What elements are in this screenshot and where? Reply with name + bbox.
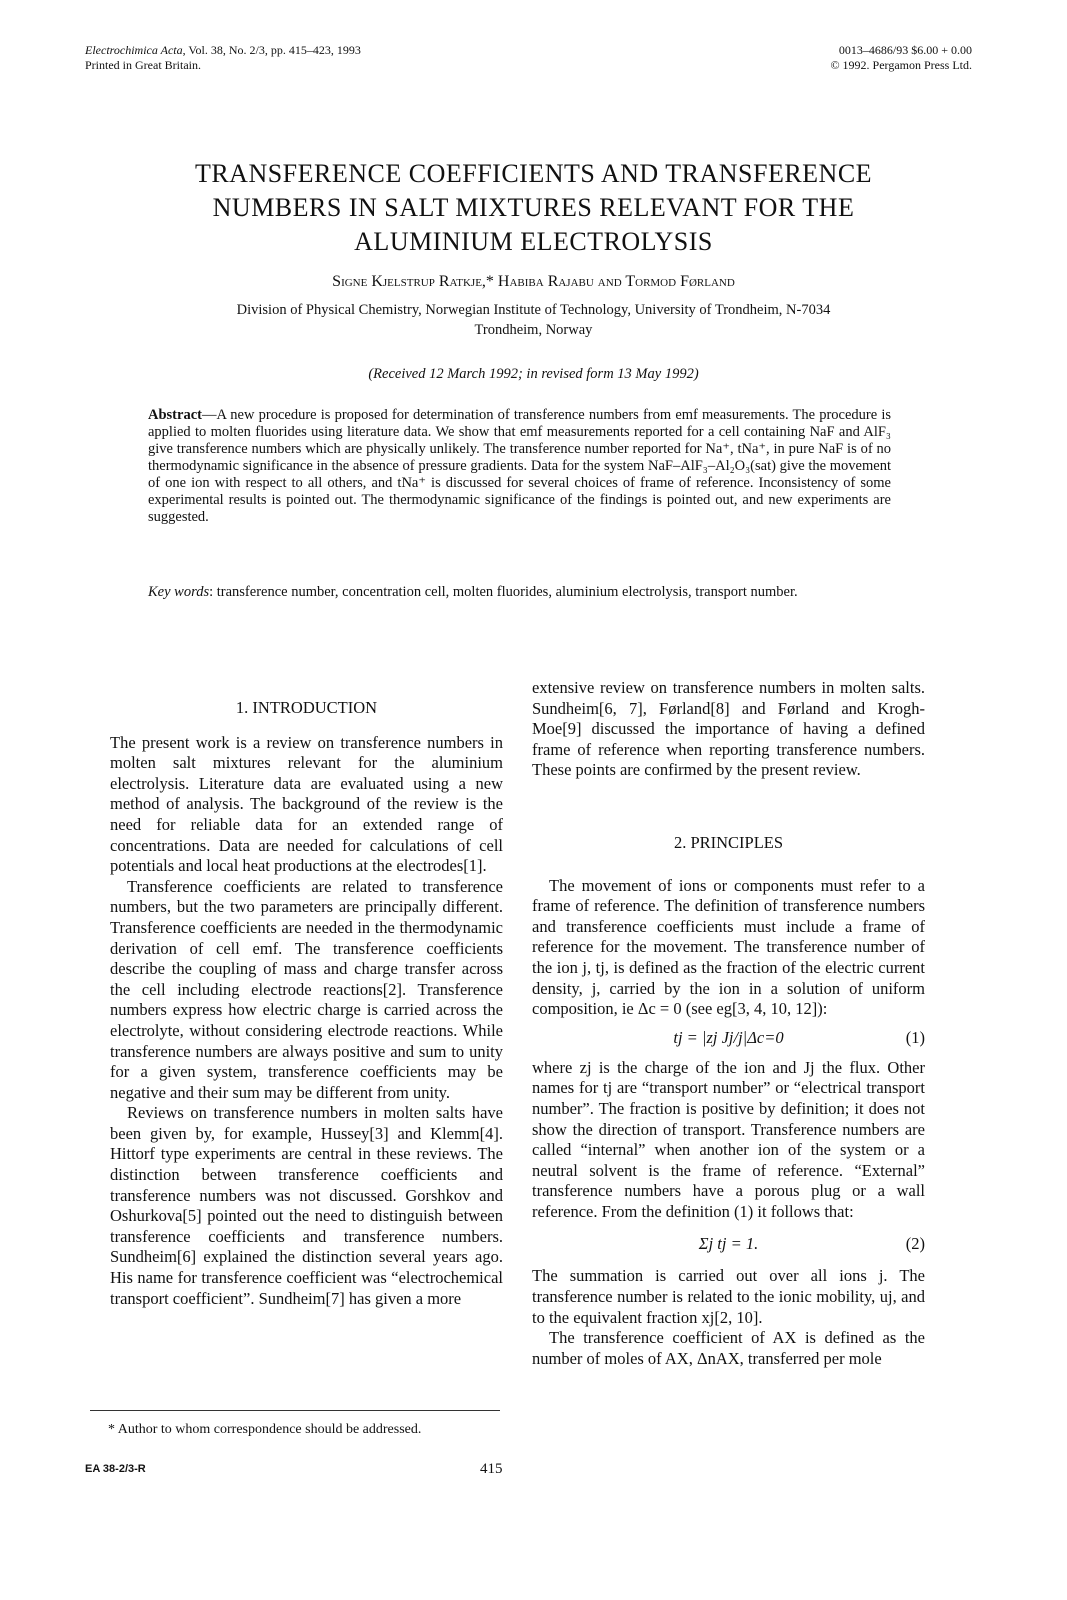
keywords-text: : transference number, concentration cell, molten fluorides, aluminium electrolysis, transport number. xyxy=(209,584,798,600)
title-line-1: TRANSFERENCE COEFFICIENTS AND TRANSFERENCE xyxy=(194,159,873,188)
right-column xyxy=(532,678,925,1369)
section-heading-introduction: 1. INTRODUCTION xyxy=(235,698,378,717)
keywords-label: Key words xyxy=(148,584,210,600)
title-line-3: ALUMINIUM ELECTROLYSIS xyxy=(354,227,713,256)
abstract xyxy=(148,407,891,526)
title-line-2: NUMBERS IN SALT MIXTURES RELEVANT FOR THE xyxy=(212,193,855,222)
equation-1 xyxy=(532,1020,925,1058)
principles-paragraph-1: The movement of ions or components must refer to a frame of reference. The definition of transference numbers and transference coefficients must include a frame of reference for the movement. The transference number of the ion j, tj, is defined as the fraction of the electric current density, j, carried by the ion in a solution of uniform composition, ie Δc = 0 (see eg[3, 4, 10, 12]): xyxy=(532,875,925,1019)
footnote: * Author to whom correspondence should be addressed. xyxy=(108,1422,422,1437)
paper-title xyxy=(110,157,957,259)
journal-header xyxy=(85,43,361,73)
journal-citation: , Vol. 38, No. 2/3, pp. 415–423, 1993 xyxy=(182,43,361,57)
principles-paragraph-2: where zj is the charge of the ion and Jj the flux. Other names for tj are “transport number” or “electrical transport number”. The fraction is positive by definition; it does not show the direction of transport. Transference numbers are called “internal” when another ion of the system or a neutral solvent is the frame of reference. “External” transference numbers have a porous plug or a wall reference. From the definition (1) it follows that: xyxy=(532,1057,925,1221)
intro-paragraph-2: Transference coefficients are related to transference numbers, but the two parameters are principally different. Transference coefficients are needed in the thermodynamic derivation of cell emf. The transference coefficients describe the coupling of mass and charge transfer across the cell including electrode reactions[2]. Transference numbers express how electric charge is carried across the electrolyte, without considering electrode reactions. While transference numbers are always positive and sum to unity for a given system, transference coefficients may be negative and their sum may be different from unity. xyxy=(110,876,503,1102)
received-dates: (Received 12 March 1992; in revised form 13 May 1992) xyxy=(368,366,699,382)
section-heading-principles: 2. PRINCIPLES xyxy=(673,832,784,852)
equation-2-number: (2) xyxy=(905,1234,925,1254)
abstract-text: —A new procedure is proposed for determination of transference numbers from emf measurements. The procedure is applied to molten fluorides using literature data. We show that emf measurements reported for a cell containing NaF and AlF₃ give transference numbers which are physically unlikely. The transference number reported for Na⁺, tNa⁺, in pure NaF is of no thermodynamic significance in the absence of pressure gradients. Data for the system NaF–AlF₃–Al₂O₃(sat) give the movement of one ion with respect to all others, and tNa⁺ is discussed for several choices of frame of reference. Inconsistency of some experimental results is pointed out. The thermodynamic significance of the findings is pointed out, and new experiments are suggested. xyxy=(148,407,891,525)
affiliation xyxy=(110,300,957,340)
principles-paragraph-3: The summation is carried out over all ions j. The transference number is related to the ionic mobility, uj, and to the equivalent fraction xj[2, 10]. xyxy=(532,1266,925,1327)
footnote-rule xyxy=(90,1410,500,1411)
intro-paragraph-3: Reviews on transference numbers in molten salts have been given by, for example, Hussey[3] and Klemm[4]. Hittorf type experiments are central in these reviews. The distinction between transference coefficients and transference numbers was not discussed. Gorshkov and Oshurkova[5] pointed out the need to distinguish between transference coefficients and transference numbers. Sundheim[6] explained the distinction several years ago. His name for transference coefficient was “electrochemical transport coefficient”. Sundheim[7] has given a more xyxy=(110,1103,503,1308)
issn-price: 0013–4686/93 $6.00 + 0.00 xyxy=(838,43,972,57)
journal-name: Electrochimica Acta xyxy=(85,43,183,57)
equation-1-number: (1) xyxy=(905,1028,925,1048)
equation-1-body: tj = |zj Jj/j|Δc=0 xyxy=(673,1028,784,1048)
printed-in: Printed in Great Britain. xyxy=(85,58,201,72)
affiliation-line-1: Division of Physical Chemistry, Norwegian Institute of Technology, University of Trondheim, N-7034 xyxy=(236,302,831,318)
intro-paragraph-1: The present work is a review on transference numbers in molten salt mixtures relevant for the aluminium electrolysis. Literature data are evaluated using a new method of analysis. The background of the review is the need for reliable data for an extended range of concentrations. Data are needed for calculations of cell potentials and local heat productions at the electrodes[1]. xyxy=(110,732,503,876)
intro-paragraph-continued: extensive review on transference numbers in molten salts. Sundheim[6, 7], Førland[8] and Førland and Krogh-Moe[9] discussed the importance of having a defined frame of reference when reporting transference numbers. These points are confirmed by the present review. xyxy=(532,678,925,780)
copyright: © 1992. Pergamon Press Ltd. xyxy=(830,58,972,72)
equation-2-body: Σj tj = 1. xyxy=(698,1234,759,1254)
page-number: 415 xyxy=(480,1461,503,1477)
authors: Signe Kjelstrup Ratkje,* Habiba Rajabu and Tormod Førland xyxy=(332,273,735,290)
ea-code: EA 38-2/3-R xyxy=(85,1463,146,1475)
affiliation-line-2: Trondheim, Norway xyxy=(474,322,593,338)
abstract-label: Abstract xyxy=(148,407,202,423)
equation-2 xyxy=(532,1222,925,1266)
principles-paragraph-4: The transference coefficient of AX is defined as the number of moles of AX, ΔnAX, transferred per mole xyxy=(532,1328,925,1368)
keywords xyxy=(148,582,891,602)
copyright-header xyxy=(830,43,972,73)
left-column xyxy=(110,698,503,1309)
